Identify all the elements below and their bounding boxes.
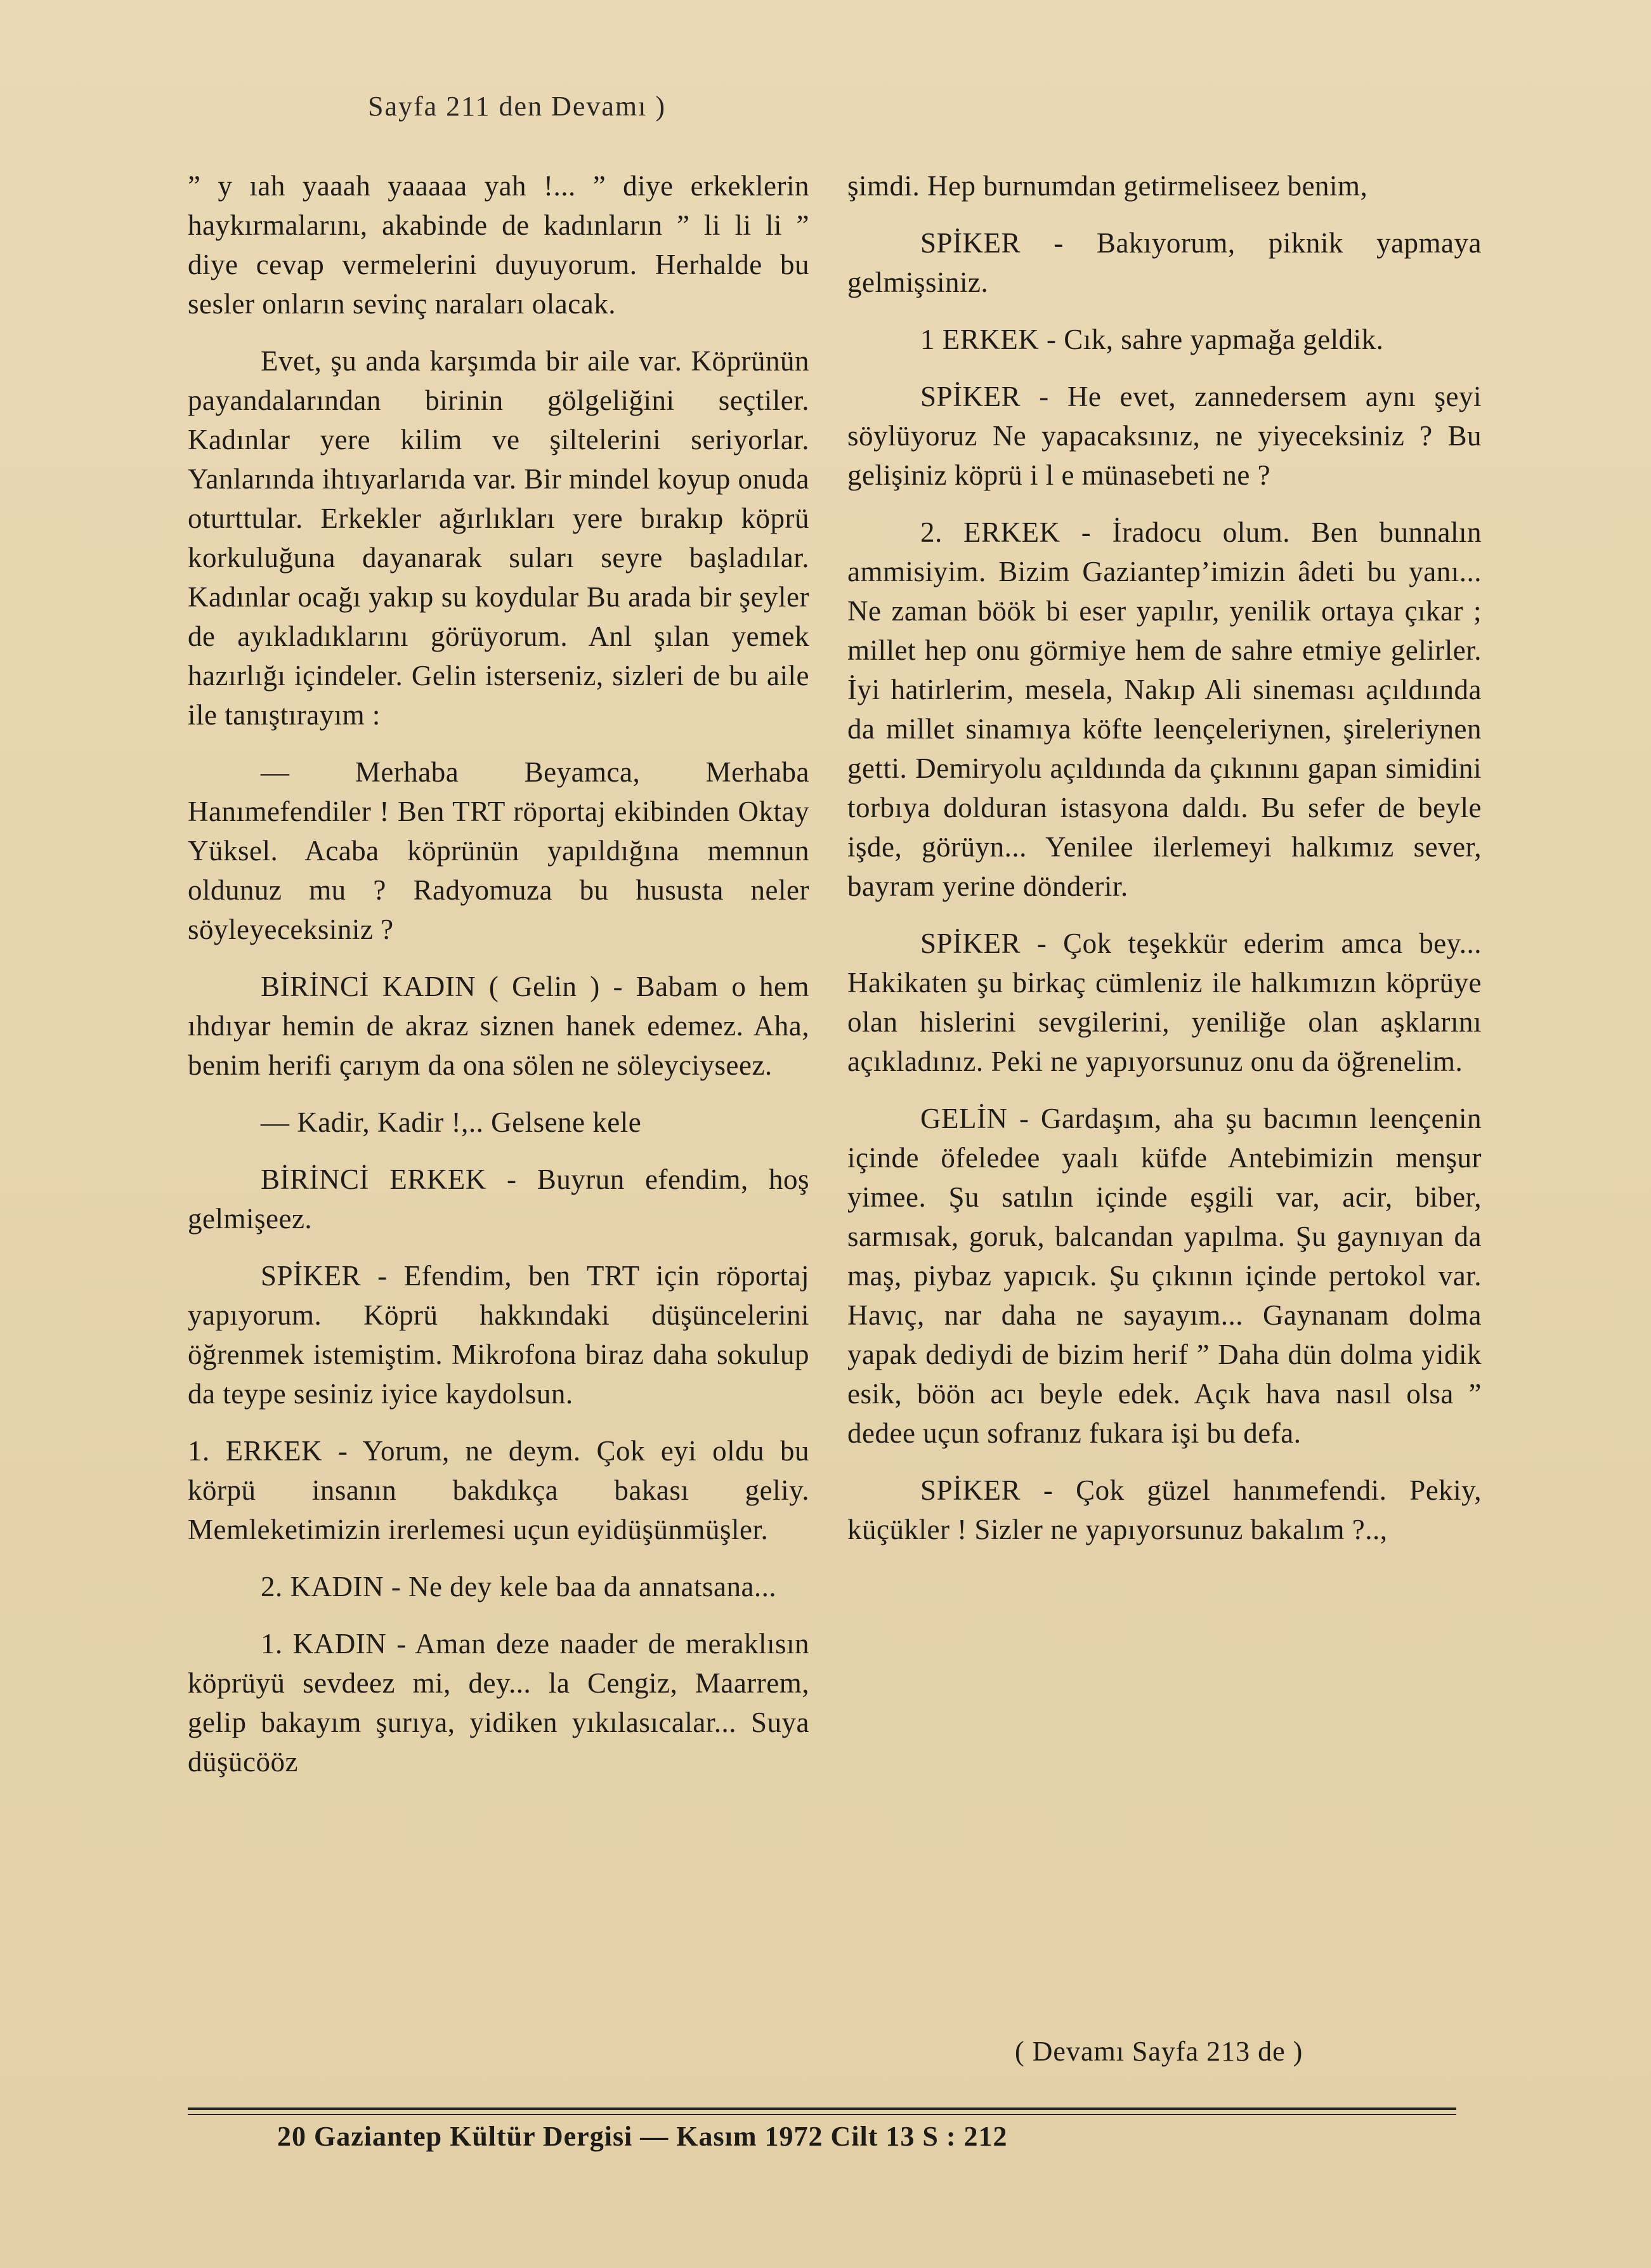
paragraph: Evet, şu anda karşımda bir aile var. Köprünün payandalarından birinin gölgeliğini seçtiler. Kadınlar yere kilim ve şiltelerini seriyorlar. Yanlarında ihtıyarlarıda var. Bir mindel koyup onuda oturttular. Erkekler ağırlıkları yere bırakıp köprü korkuluğuna dayanarak suları seyre başladılar. Kadınlar ocağı yakıp su koydular Bu arada bir şeyler de ayıkladıklarını görüyorum. Anl şılan yemek hazırlığı içindeler. Gelin isterseniz, sizleri de bu aile ile tanıştırayım : [188,345,809,731]
paragraph: BİRİNCİ ERKEK - Buyrun efendim, hoş gelmişeez. [188,1163,809,1235]
paragraph: 1. ERKEK - Yorum, ne deym. Çok eyi oldu bu körpü insanın bakdıkça bakası geliy. Memleketimizin irerlemesi uçun eyidüşünmüşler. [188,1435,809,1545]
continued-on-note: ( Devamı Sayfa 213 de ) [1015,2036,1303,2067]
footer-rule-thin [188,2114,1456,2115]
paragraph: SPİKER - Bakıyorum, piknik yapmaya gelmişsiniz. [847,227,1482,298]
paragraph: 2. ERKEK - İradocu olum. Ben bunnalın ammisiyim. Bizim Gaziantep’imizin âdeti bu yanı... Ne zaman böök bi eser yapılır, yenilik ortaya çıkar ; millet hep onu görmiye hem de sahre etmiye gelirler. İyi hatirlerim, mesela, Nakıp Ali sineması açıldıında da millet sinamıya köfte leençeleriynen, şireleriynen getti. Demiryolu açıldıında da çıkınını gapan simidini torbıya dolduran istasyona daldı. Bu sefer de beyle işde, görüyn... Yenilee ilerlemeyi halkımız sever, bayram yerine dönderir. [847,516,1482,902]
paragraph: — Merhaba Beyamca, Merhaba Hanımefendiler ! Ben TRT röportaj ekibinden Oktay Yüksel. Acaba köprünün yapıldığına memnun oldunuz mu ? Radyomuza bu hususta neler söyleyeceksiniz ? [188,756,809,945]
paragraph: BİRİNCİ KADIN ( Gelin ) - Babam o hem ıhdıyar hemin de akraz siznen hanek edemez. Aha, benim herifi çarıym da ona sölen ne söleyciyseez. [188,971,809,1081]
paragraph: 1 ERKEK - Cık, sahre yapmağa geldik. [920,324,1384,355]
paragraph: şimdi. Hep burnumdan getirmeliseez benim, [847,170,1368,202]
footer-rule [188,2107,1456,2110]
paragraph: GELİN - Gardaşım, aha şu bacımın leençenin içinde öfeledee yaalı küfde Antebimizin menşur yimee. Şu satılın içinde eşgili var, acir, biber, sarmısak, goruk, balcandan yapılma. Şu gaynıyan da maş, piybaz yapıcık. Şu çıkının içinde pertokol var. Havıç, nar daha ne sayayım... Gaynanam dolma yapak dediydi de bizim herif ” Daha dün dolma yidik esik, böön acı beyle edek. Açık hava nasıl olsa ” dedee uçun sofranız fukara işi bu defa. [847,1103,1482,1449]
left-text-column [188,166,809,1799]
right-text-column [847,166,1482,1567]
paragraph: 1. KADIN - Aman deze naader de meraklısın köprüyü sevdeez mi, dey... la Cengiz, Maarrem, gelip bakayım şurıya, yidiken yıkılasıcalar... Suya düşücööz [188,1628,809,1778]
paragraph: 2. KADIN - Ne dey kele baa da annatsana... [261,1571,777,1603]
paragraph: — Kadir, Kadir !,.. Gelsene kele [261,1106,642,1138]
page-footer: 20 Gaziantep Kültür Dergisi — Kasım 1972 Cilt 13 S : 212 [277,2121,1008,2152]
paragraph: ” y ıah yaaah yaaaaa yah !... ” diye erkeklerin haykırmalarını, akabinde de kadınların ” li li li ” diye cevap vermelerini duyuyorum. Herhalde bu sesler onların sevinç naraları olacak. [188,170,809,320]
continued-from-header: Sayfa 211 den Devamı ) [368,91,667,122]
paragraph: SPİKER - Çok teşekkür ederim amca bey... Hakikaten şu birkaç cümleniz ile halkımızın köprüye olan hislerini sevgilerini, yeniliğe olan aşklarını açıkladınız. Peki ne yapıyorsunuz onu da öğrenelim. [847,928,1482,1077]
paragraph: SPİKER - Çok güzel hanımefendi. Pekiy, küçükler ! Sizler ne yapıyorsunuz bakalım ?.., [847,1474,1482,1545]
paragraph: SPİKER - Efendim, ben TRT için röportaj yapıyorum. Köprü hakkındaki düşüncelerini öğrenmek istemiştim. Mikrofona biraz daha sokulup da teype sesiniz iyice kaydolsun. [188,1260,809,1410]
paragraph: SPİKER - He evet, zannedersem aynı şeyi söylüyoruz Ne yapacaksınız, ne yiyeceksiniz ? Bu gelişiniz köprü i l e münasebeti ne ? [847,381,1482,491]
